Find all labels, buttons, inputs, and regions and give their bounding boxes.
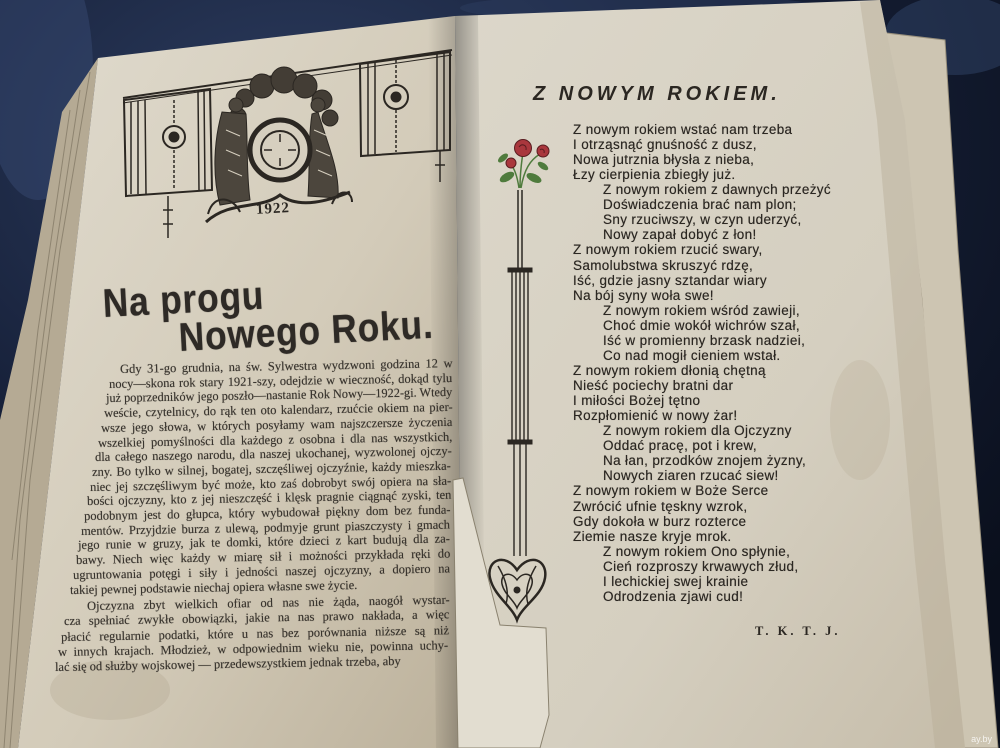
poem-line: I lechickiej swej krainie — [603, 573, 749, 589]
poem-line: Nowa jutrznia błysła z nieba, — [573, 152, 755, 168]
poem-line: Z nowym rokiem z dawnych przeżyć — [603, 182, 832, 198]
poem-line: Nowy zapał dobyć z łon! — [603, 227, 757, 243]
poem-line: Ziemie nasze kryje mrok. — [573, 528, 732, 544]
poem-line: Z nowym rokiem rzucić swary, — [573, 242, 763, 258]
article-line-text: już poprzedników jego poszło—nastanie Rok Nowy—1922-gi. Wtedy — [106, 385, 453, 406]
watermark: ay.by — [971, 734, 992, 744]
poem-line: Łzy cierpienia zbiegły już. — [573, 167, 736, 183]
poem-line: Sny rzuciwszy, w czyn uderzyć, — [603, 212, 802, 228]
poem-title: Z NOWYM ROKIEM. — [533, 83, 781, 105]
poem-line: Z nowym rokiem wśród zawieji, — [603, 302, 800, 318]
article-line-text: weście, czytelnicy, do rąk ten oto kalendarz, rzućcie okiem na pier- — [103, 400, 453, 421]
article-line-text: bości ojczyzny, kto z jej nieszczęść i klęsk pragnie ciągnąć zyski, ten — [86, 487, 452, 509]
poem-line: Z nowym rokiem w Boże Serce — [573, 483, 769, 499]
article-line-text: w innych krajach. Młodzież, w odpowiednim wieku nie, powinna uchy- — [58, 638, 449, 659]
poem-line: Odrodzenia zjawi cud! — [603, 588, 744, 604]
article-line-text: bawy. Niech więc każdy w miarę sił i możności przykłada ręki do — [75, 546, 451, 568]
ornament-year: 1922 — [255, 200, 291, 218]
article-line-text: jego runie w gruzy, jak te domki, które dzieci z kart budują dla za- — [78, 531, 451, 553]
poem-line: Iść, gdzie jasny sztandar wiary — [573, 272, 767, 288]
article-line-text: Ojczyzna zbyt wielkich ofiar od nas nie żąda, naogół wystar- — [86, 592, 450, 613]
poem-line: Nowych ziaren rzucać siew! — [603, 468, 779, 484]
poem-line: Samolubstwa skruszyć rdzę, — [573, 257, 754, 273]
article-title-line-1: Na progu — [101, 273, 266, 327]
article-line-text: zny. Bo tylko w silnej, bogatej, szczęśliwej ojczyźnie, każdy mieszka- — [92, 458, 452, 479]
article-line-text: mentów. Przyjdzie burza z ulewą, podmyje grunt piaszczysty i gmach — [81, 517, 451, 538]
poem-line: Rozpłomienić w nowy żar! — [573, 408, 738, 424]
poem-line: Co nad mogił cieniem wstał. — [603, 347, 781, 363]
article-line-text: nocy—skona rok stary 1921-szy, odejdzie w wieczność, dokąd tylu — [109, 370, 453, 391]
article-line-text: wszelkiej pomyślności dla każdego z osobna i dla nas wszystkich, — [97, 429, 453, 450]
poem-line: I otrząsnąć gnuśność z dusz, — [573, 137, 757, 153]
article-line-text: wsze jego słowa, w których posyłamy wam najszczersze życzenia — [100, 414, 453, 435]
article-line-text: płacić regularnie podatki, które u nas bez porównania niższe są niż — [61, 622, 450, 644]
article-line-text: lać się od służby wojskowej — przedewszystkiem jednak trzeba, aby — [55, 654, 402, 675]
poem-line: Z nowym rokiem Ono spłynie, — [603, 543, 791, 559]
poem-line: Oddać pracę, pot i krew, — [603, 438, 757, 454]
poem-line: Iść w promienny brzask nadziei, — [603, 332, 806, 348]
article-line-text: niec jej szczęśliwym być może, kto zaś dobrobyt swój opiera na sła- — [89, 473, 451, 494]
article-line-text: takiej pewnej podstawie niechaj opiera własne swe życie. — [69, 577, 358, 597]
article-title-line-2: Nowego Roku. — [177, 302, 435, 361]
poem-line: Gdy dokoła w burz rozterce — [573, 513, 747, 529]
article-line-text: podobnym jest do głupca, który wybudował piękny dom bez funda- — [83, 502, 451, 523]
poem-line: Zwrócić ufnie tęskny wzrok, — [573, 498, 748, 514]
poem-line: Nieść pociechy bratni dar — [573, 378, 734, 394]
article-line-text: ugruntowania potęgi i siły i jedności naszej ojczyzny, a dopiero na — [72, 561, 451, 582]
article-line-text: dla całego naszego narodu, dla naszej ukochanej, wyzwolonej ojczy- — [95, 443, 453, 465]
poem-line: Choć dmie wokół wichrów szał, — [603, 317, 800, 333]
poem-line: Na łan, przodków znojem żyzny, — [603, 453, 807, 469]
poem-signature: T. K. T. J. — [755, 624, 841, 638]
article-line-text: Gdy 31-go grudnia, na św. Sylwestra wydzwoni godzina 12 w — [119, 356, 453, 376]
poem-line: Doświadczenia brać nam plon; — [603, 197, 797, 213]
article-line-text: cza spełniać zwykłe obowiązki, jakie na nas prawo nakłada, a więc — [63, 607, 450, 629]
poem-line: Na bój syny woła swe! — [573, 287, 714, 303]
poem-line: I miłości Bożej tętno — [573, 393, 701, 409]
poem-line: Z nowym rokiem dłonią chętną — [573, 362, 766, 378]
poem-line: Cień rozproszy krwawych złud, — [603, 558, 799, 574]
poem-line: Z nowym rokiem wstać nam trzeba — [573, 122, 793, 137]
poem-line: Z nowym rokiem dla Ojczyzny — [603, 423, 792, 439]
